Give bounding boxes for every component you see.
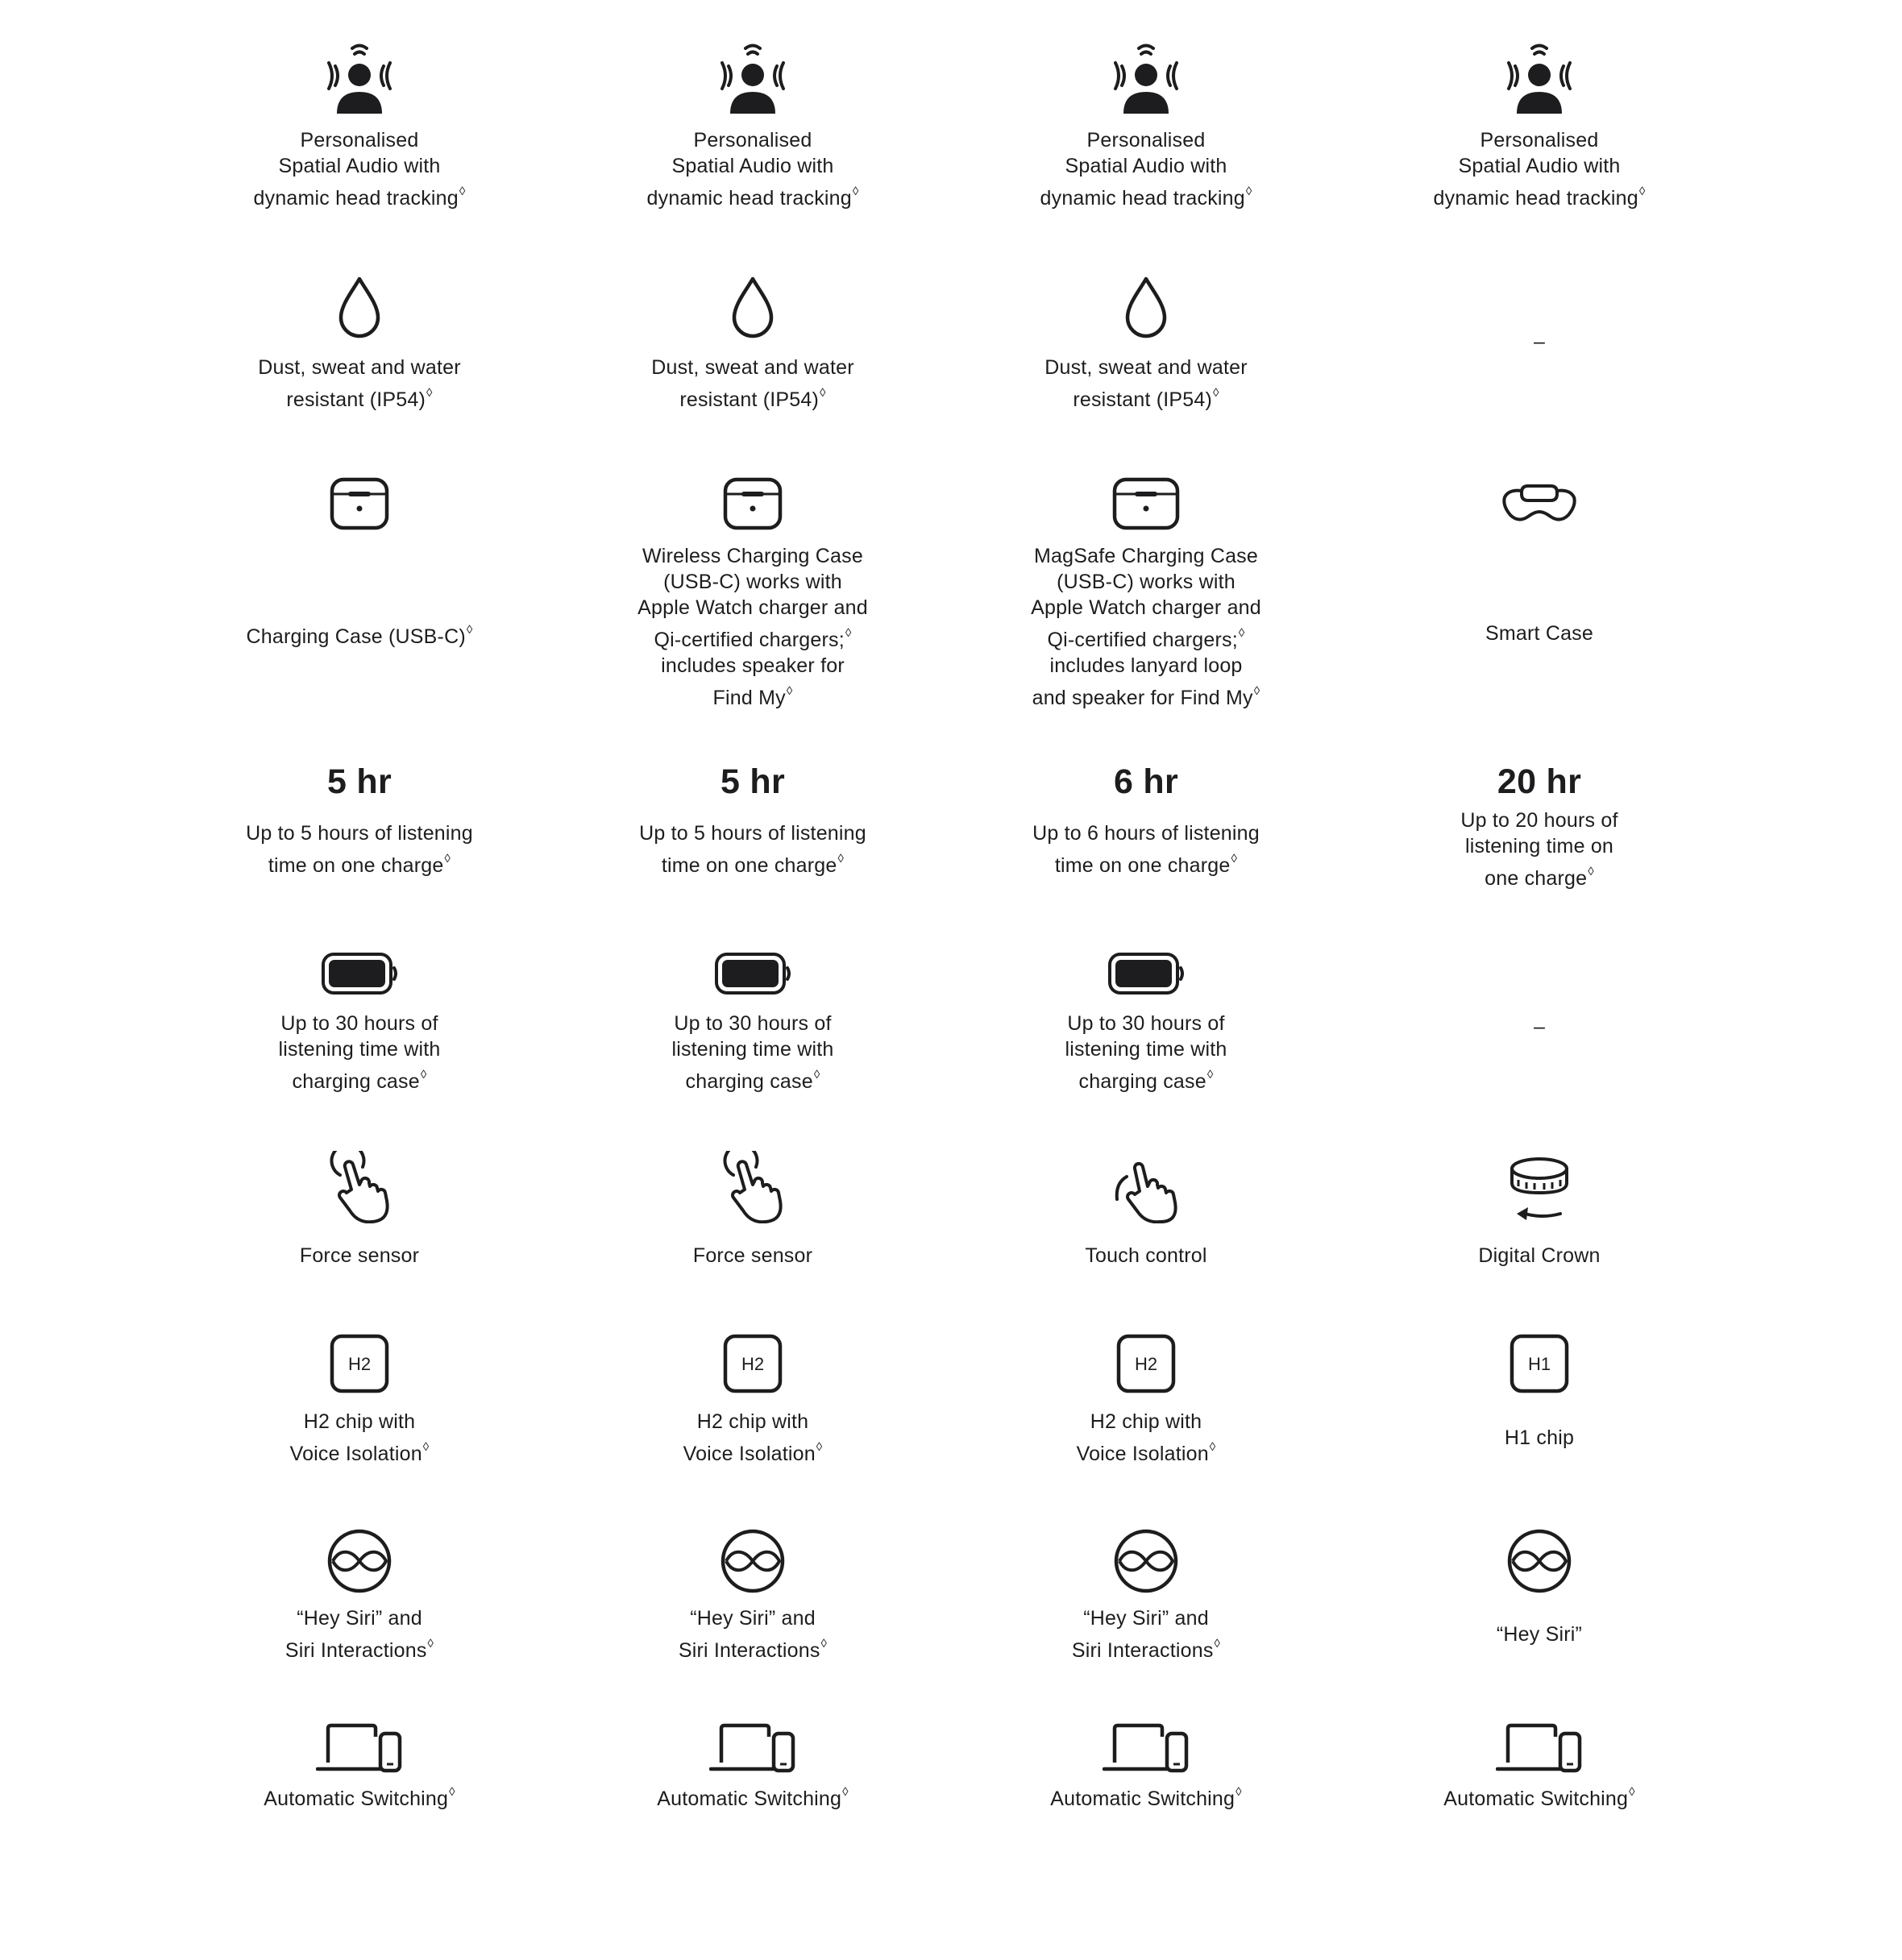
chip-label: H1 chip (1504, 1426, 1575, 1449)
water-resistance-label: – (1533, 330, 1546, 353)
siri-icon (198, 1528, 521, 1594)
water-resistance-label: Dust, sweat and water resistant (IP54)◊ (258, 356, 461, 411)
battery-hours-big: 5 hr (326, 762, 392, 801)
column-airpods-4-anc (592, 0, 914, 1960)
total-listening-label: – (1533, 1015, 1546, 1038)
battery-hours-big: 6 hr (1113, 762, 1179, 801)
case-label: Charging Case (USB-C)◊ (246, 623, 473, 648)
water-drop-icon (592, 274, 914, 342)
switching-label: Automatic Switching◊ (1443, 1785, 1635, 1810)
siri-icon (592, 1528, 914, 1594)
case-label: Wireless Charging Case (USB-C) works with Apple Watch charger and Qi-certified chargers;◊ includes speaker for Find My◊ (637, 545, 868, 709)
siri-icon (1378, 1528, 1701, 1594)
column-airpods-pro (985, 0, 1307, 1960)
spatial-audio-icon (1378, 40, 1701, 114)
total-listening-label: Up to 30 hours of listening time with charging case◊ (1065, 1012, 1227, 1093)
chip-icon (1378, 1333, 1701, 1394)
spatial-audio-icon (985, 40, 1307, 114)
total-listening-label: Up to 30 hours of listening time with charging case◊ (671, 1012, 834, 1093)
chip-label: H2 chip with Voice Isolation◊ (1076, 1410, 1216, 1465)
spatial-audio-icon (198, 40, 521, 114)
chip-label: H2 chip with Voice Isolation◊ (289, 1410, 430, 1465)
case-label: MagSafe Charging Case (USB-C) works with Apple Watch charger and Qi-certified chargers;◊ includes lanyard loop and speaker for Find My◊ (1031, 545, 1261, 709)
spatial-audio-icon (592, 40, 914, 114)
force-sensor-icon (198, 1151, 521, 1223)
touch-control-icon (985, 1159, 1307, 1223)
chip-icon (198, 1333, 521, 1394)
chip-icon-label: H1 (1527, 1354, 1551, 1374)
control-label: Force sensor (692, 1244, 813, 1267)
water-resistance-label: Dust, sweat and water resistant (IP54)◊ (1044, 356, 1248, 411)
chip-icon-label: H2 (1134, 1354, 1158, 1374)
battery-hours-label: Up to 6 hours of listening time on one charge◊ (1032, 822, 1260, 877)
chip-icon-label: H2 (347, 1354, 372, 1374)
battery-hours-label: Up to 20 hours of listening time on one charge◊ (1460, 809, 1618, 890)
battery-hours-label: Up to 5 hours of listening time on one charge◊ (246, 822, 473, 877)
water-drop-icon (985, 274, 1307, 342)
case-label: Smart Case (1485, 622, 1593, 645)
smart-case-icon (1378, 479, 1701, 527)
water-resistance-label: Dust, sweat and water resistant (IP54)◊ (651, 356, 854, 411)
total-listening-label: Up to 30 hours of listening time with charging case◊ (278, 1012, 441, 1093)
siri-label: “Hey Siri” and Siri Interactions◊ (1071, 1607, 1221, 1662)
spatial-audio-label: Personalised Spatial Audio with dynamic head tracking◊ (646, 129, 859, 210)
switching-label: Automatic Switching◊ (1050, 1785, 1242, 1810)
siri-icon (985, 1528, 1307, 1594)
siri-label: “Hey Siri” and Siri Interactions◊ (678, 1607, 828, 1662)
spatial-audio-label: Personalised Spatial Audio with dynamic head tracking◊ (253, 129, 466, 210)
water-drop-icon (198, 274, 521, 342)
spatial-audio-label: Personalised Spatial Audio with dynamic head tracking◊ (1040, 129, 1252, 210)
control-label: Touch control (1085, 1244, 1207, 1267)
switching-label: Automatic Switching◊ (264, 1785, 455, 1810)
battery-icon (592, 951, 914, 996)
digital-crown-icon (1378, 1156, 1701, 1223)
control-label: Force sensor (299, 1244, 420, 1267)
switching-label: Automatic Switching◊ (657, 1785, 849, 1810)
automatic-switching-icon (198, 1721, 521, 1775)
siri-label: “Hey Siri” and Siri Interactions◊ (284, 1607, 434, 1662)
battery-hours-big: 5 hr (720, 762, 786, 801)
charging-case-icon (592, 475, 914, 532)
battery-icon (198, 951, 521, 996)
charging-case-icon (985, 475, 1307, 532)
automatic-switching-icon (1378, 1721, 1701, 1775)
column-airpods-4 (198, 0, 521, 1960)
chip-icon (985, 1333, 1307, 1394)
siri-label: “Hey Siri” (1496, 1623, 1583, 1646)
spatial-audio-label: Personalised Spatial Audio with dynamic head tracking◊ (1433, 129, 1646, 210)
battery-hours-label: Up to 5 hours of listening time on one charge◊ (639, 822, 866, 877)
automatic-switching-icon (592, 1721, 914, 1775)
charging-case-icon (198, 475, 521, 532)
automatic-switching-icon (985, 1721, 1307, 1775)
control-label: Digital Crown (1478, 1244, 1601, 1267)
force-sensor-icon (592, 1151, 914, 1223)
battery-icon (985, 951, 1307, 996)
chip-label: H2 chip with Voice Isolation◊ (683, 1410, 823, 1465)
chip-icon (592, 1333, 914, 1394)
chip-icon-label: H2 (741, 1354, 765, 1374)
battery-hours-big: 20 hr (1497, 762, 1582, 801)
column-airpods-max (1378, 0, 1701, 1960)
